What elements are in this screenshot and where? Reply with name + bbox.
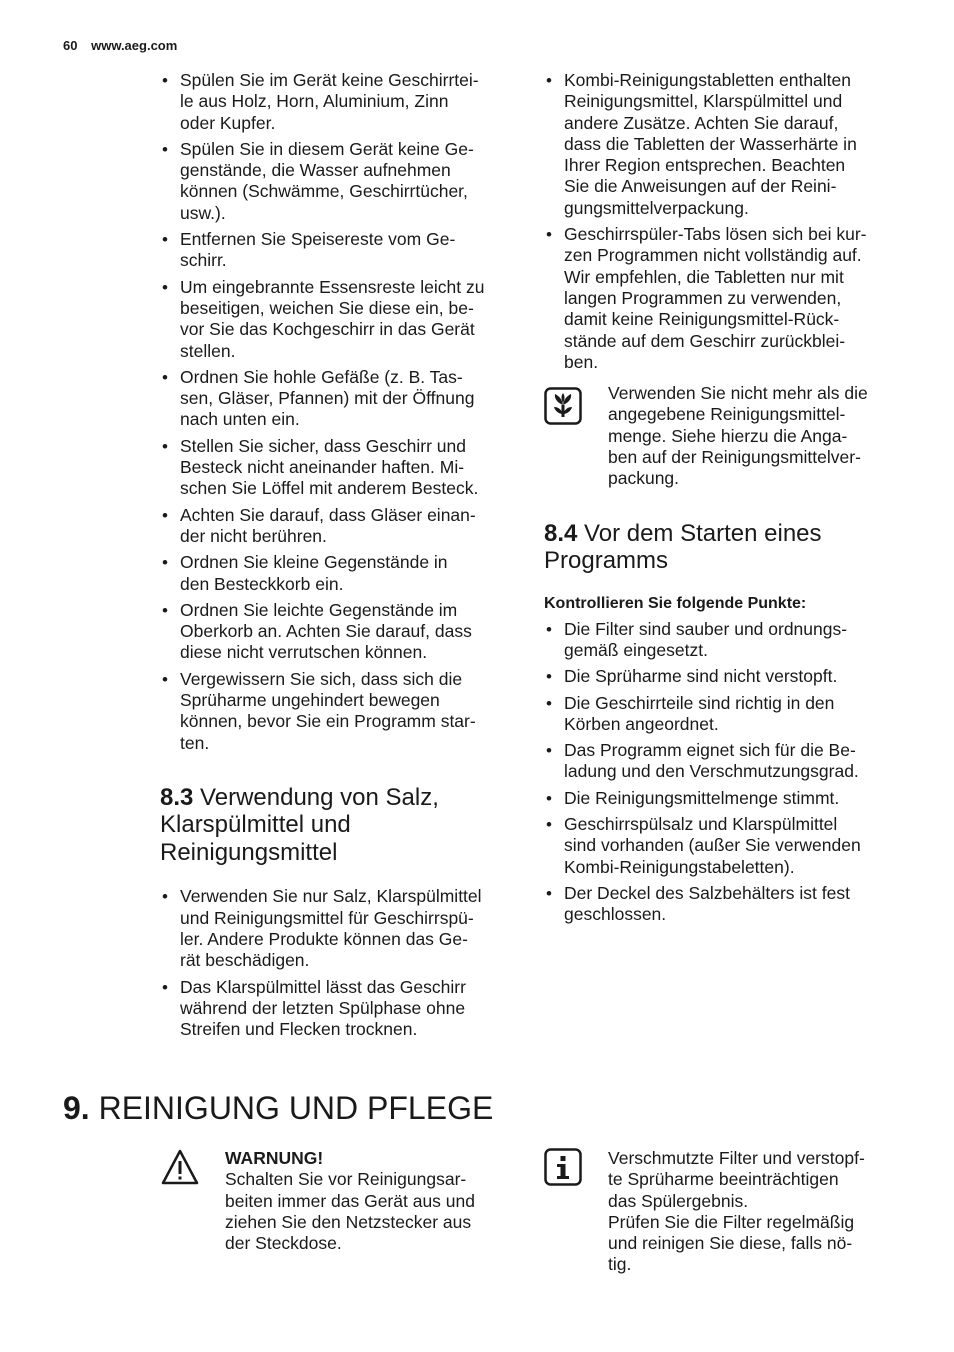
list-item-line: gemäß eingesetzt.: [564, 639, 708, 660]
list-item: [544, 70, 904, 219]
list-item-line: Oberkorb an. Achten Sie darauf, dass: [180, 621, 472, 642]
list-item-line: andere Zusätze. Achten Sie darauf,: [564, 112, 839, 133]
list-item-line: vor Sie das Kochgeschirr in das Gerät: [180, 319, 475, 340]
list-item-line: • Die Geschirrteile sind richtig in den: [564, 692, 835, 713]
list-item: [160, 505, 520, 548]
list-item: [160, 552, 520, 595]
list-item-line: • Geschirrspüler-Tabs lösen sich bei kur-: [564, 224, 867, 245]
list-item-line: beseitigen, weichen Sie diese ein, be-: [180, 297, 474, 318]
list-item-line: schen Sie Löffel mit anderem Besteck.: [180, 478, 479, 499]
warning-box: [160, 1148, 520, 1254]
text-line: Verschmutzte Filter und verstopf-: [608, 1148, 865, 1168]
list-item-line: • Der Deckel des Salzbehälters ist fest: [564, 882, 850, 903]
chapter-9-heading: [63, 1090, 493, 1127]
text-line: Verwendung von Salz,: [200, 783, 439, 811]
section-8-4-heading: [544, 520, 904, 575]
list-item-line: der nicht berühren.: [180, 525, 327, 546]
list-item-line: oder Kupfer.: [180, 112, 276, 133]
list-item-line: usw.).: [180, 202, 226, 223]
list-item-line: ladung und den Verschmutzungsgrad.: [564, 761, 859, 782]
list-item-line: stellen.: [180, 340, 236, 361]
list-item: [544, 666, 904, 687]
text-line: tig.: [608, 1254, 632, 1275]
list-item-line: stände auf dem Geschirr zurückblei-: [564, 330, 846, 351]
list-item-line: Besteck nicht aneinander haften. Mi-: [180, 457, 465, 478]
page-header: [63, 38, 177, 53]
list-item-line: • Kombi-Reinigungstabletten enthalten: [564, 70, 851, 90]
section-8-4-bullet-list: [544, 619, 904, 926]
list-item-line: dass die Tabletten der Wasserhärte in: [564, 133, 857, 154]
list-item-line: langen Programmen zu verwenden,: [564, 287, 842, 308]
text-line: das Spülergebnis.: [608, 1190, 749, 1211]
list-item-line: Körben angeordnet.: [564, 713, 719, 734]
list-item-line: le aus Holz, Horn, Aluminium, Zinn: [180, 91, 449, 112]
list-item: [544, 788, 904, 809]
list-item-line: Reinigungsmittel, Klarspülmittel und: [564, 91, 843, 112]
list-item-line: Streifen und Flecken trocknen.: [180, 1019, 418, 1040]
list-item-line: diese nicht verrutschen können.: [180, 642, 428, 663]
list-item-line: gungsmittelverpackung.: [564, 197, 749, 218]
list-item-line: Sprüharme ungehindert bewegen: [180, 690, 440, 711]
list-item-line: geschlossen.: [564, 904, 667, 925]
list-item-line: • Die Reinigungsmittelmenge stimmt.: [564, 787, 840, 808]
list-item-line: • Ordnen Sie leichte Gegenstände im: [180, 599, 458, 620]
list-item-line: • Ordnen Sie kleine Gegenstände in: [180, 552, 448, 573]
list-item: [160, 600, 520, 664]
list-item-line: • Verwenden Sie nur Salz, Klarspülmittel: [180, 886, 482, 907]
list-item: [544, 693, 904, 736]
text-line: beiten immer das Gerät aus und: [225, 1190, 475, 1211]
text-line: packung.: [608, 468, 680, 489]
list-item-line: • Geschirrspülsalz und Klarspülmittel: [564, 814, 838, 835]
text-line: te Sprüharme beeinträchtigen: [608, 1169, 839, 1190]
list-item-line: sind vorhanden (außer Sie verwenden: [564, 835, 861, 856]
list-item: [160, 367, 520, 431]
list-item: [160, 669, 520, 754]
text-line: angegebene Reinigungsmittel-: [608, 404, 846, 425]
left-column: [160, 70, 520, 1045]
section-8-3-title: [160, 784, 520, 867]
text-line: Programms: [544, 547, 669, 575]
environment-note-text: [608, 383, 868, 489]
list-item-line: • Die Sprüharme sind nicht verstopft.: [564, 666, 838, 687]
chapter-9-title: REINIGUNG UND PFLEGE: [98, 1090, 494, 1126]
list-item-line: • Entfernen Sie Speisereste vom Ge-: [180, 229, 456, 250]
list-item-line: ler. Andere Produkte können das Ge-: [180, 929, 468, 949]
info-icon: [544, 1148, 582, 1186]
environment-note: [544, 383, 904, 489]
header-url: www.aeg.com: [91, 38, 178, 53]
list-item: [160, 139, 520, 224]
list-item-line: • Das Klarspülmittel lässt das Geschirr: [180, 976, 466, 997]
text-line: Schalten Sie vor Reinigungsar-: [225, 1169, 467, 1190]
section-8-3-heading: [160, 784, 520, 867]
text-line: Verwenden Sie nicht mehr als die: [608, 383, 868, 404]
text-line: Vor dem Starten eines: [584, 519, 822, 547]
list-item-line: • Spülen Sie im Gerät keine Geschirrtei-: [180, 70, 479, 90]
list-item: [160, 436, 520, 500]
list-item-line: den Besteckkorb ein.: [180, 573, 344, 594]
list-item: [544, 814, 904, 878]
section-8-4-number: 8.4: [544, 519, 578, 547]
text-line: ben auf der Reinigungsmittelver-: [608, 447, 861, 468]
list-item-line: zen Programmen nicht vollständig auf.: [564, 245, 862, 266]
section-8-4-subheading: Kontrollieren Sie folgende Punkte:: [544, 594, 807, 612]
list-item: [160, 70, 520, 134]
right-bullet-list: [544, 70, 904, 373]
list-item: [544, 740, 904, 783]
section-8-3-bullet-list: [160, 886, 520, 1040]
list-item-line: nach unten ein.: [180, 409, 300, 430]
list-item: [544, 619, 904, 662]
list-item-line: können (Schwämme, Geschirrtücher,: [180, 181, 468, 202]
list-item: [160, 977, 520, 1041]
info-box: [544, 1148, 904, 1276]
list-item-line: rät beschädigen.: [180, 950, 310, 971]
list-item-line: Wir empfehlen, die Tabletten nur mit: [564, 266, 844, 287]
list-item-line: • Die Filter sind sauber und ordnungs-: [564, 618, 848, 639]
list-item-line: sen, Gläser, Pfannen) mit der Öffnung: [180, 388, 475, 409]
environment-flower-icon: [544, 387, 582, 425]
text-line: Klarspülmittel und: [160, 811, 351, 839]
list-item-line: • Achten Sie darauf, dass Gläser einan-: [180, 504, 476, 525]
warning-title: WARNUNG!: [225, 1148, 324, 1168]
warning-body: [225, 1169, 475, 1254]
chapter-9-number: 9.: [63, 1090, 90, 1126]
list-item: [544, 224, 904, 373]
list-item-line: Sie die Anweisungen auf der Reini-: [564, 176, 837, 197]
list-item-line: und Reinigungsmittel für Geschirrspü-: [180, 907, 474, 928]
list-item: [160, 229, 520, 272]
list-item-line: • Das Programm eignet sich für die Be-: [564, 740, 856, 761]
list-item-line: • Ordnen Sie hohle Gefäße (z. B. Tas-: [180, 366, 463, 387]
list-item: [160, 277, 520, 362]
section-8-3-number: 8.3: [160, 783, 194, 811]
left-bullet-list: [160, 70, 520, 754]
list-item-line: ten.: [180, 732, 210, 753]
warning-triangle-icon: [160, 1148, 200, 1186]
list-item-line: • Vergewissern Sie sich, dass sich die: [180, 668, 463, 689]
right-column: [544, 70, 904, 931]
list-item-line: ben.: [564, 351, 599, 372]
text-line: ziehen Sie den Netzstecker aus: [225, 1211, 472, 1232]
list-item-line: können, bevor Sie ein Programm star-: [180, 711, 476, 732]
text-line: Prüfen Sie die Filter regelmäßig: [608, 1211, 855, 1232]
text-line: der Steckdose.: [225, 1233, 342, 1254]
list-item-line: • Spülen Sie in diesem Gerät keine Ge-: [180, 138, 474, 159]
text-line: menge. Siehe hierzu die Anga-: [608, 425, 848, 446]
text-line: Reinigungsmittel: [160, 838, 338, 866]
page-number: 60: [63, 38, 78, 53]
list-item-line: Kombi-Reinigungstabeletten).: [564, 856, 795, 877]
list-item-line: Ihrer Region entsprechen. Beachten: [564, 155, 846, 176]
list-item-line: • Stellen Sie sicher, dass Geschirr und: [180, 435, 466, 456]
list-item: [544, 883, 904, 926]
list-item-line: genstände, die Wasser aufnehmen: [180, 160, 451, 181]
text-line: und reinigen Sie diese, falls nö-: [608, 1233, 853, 1254]
section-8-4-title: [544, 520, 904, 575]
info-text: [608, 1148, 865, 1276]
list-item-line: schirr.: [180, 250, 227, 271]
list-item-line: damit keine Reinigungsmittel-Rück-: [564, 309, 840, 330]
warning-text: [225, 1148, 475, 1254]
list-item-line: während der letzten Spülphase ohne: [180, 997, 466, 1018]
list-item: [160, 886, 520, 971]
list-item-line: • Um eingebrannte Essensreste leicht zu: [180, 276, 485, 297]
